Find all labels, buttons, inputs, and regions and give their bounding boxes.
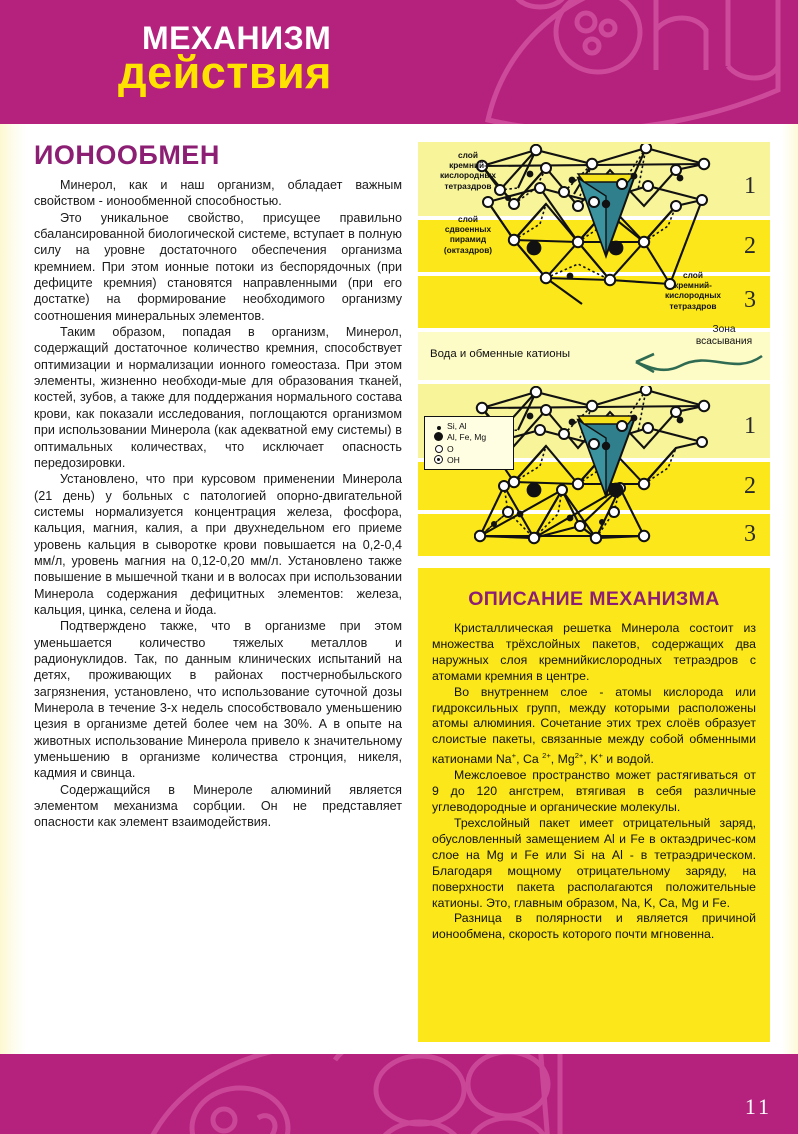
paragraph: Таким образом, попадая в организм, Минерол, содержащий достаточное количество кремния, способствует оптимизации и нормализации ионного гомеостаза. При этом элементы, жизненно необходи-мые для образования тканей, костей, зубов, а также для поддержания нормального состава крови, как показали исследования, поглощаются организмом при использовании Минерола (как адекватной ему системы) в оптимальных количествах, что исключает опасность передозировки. [34, 325, 402, 470]
label-octa-layer: слой сдвоенных пирамид (октаздров) [443, 214, 493, 255]
description-paragraph: Кристаллическая решетка Минерола состоит из множества трёхслойных пакетов, содержащих два наружных слоя кремнийкислородных тетраэдров с атомами кремния в центре. [432, 621, 756, 683]
absorption-arrow-icon [614, 348, 764, 382]
right-column [418, 142, 770, 556]
layer-number-2: 2 [744, 233, 756, 259]
crystal-lattice-diagram [418, 142, 770, 556]
paragraph: Установлено, что при курсовом применении Минерола (21 день) у больных с патологией опорно-двигательной системы нормализуется концентрация железа, фосфора, кальция, магния, калия, а при двухнедельном его приеме уровень кальция в сыворотке крови повышается на 0,2-0,4 мм/л, уровень магния на 0,12-0,20 мм/л. Установлено также повышение в мышечной ткани и в волосах при использовании Минерола содержания дефицитных элементов: железа, кальция, цинка, селена и йода. [34, 472, 402, 617]
description-paragraph: Трехслойный пакет имеет отрицательный заряд, обусловленный замещением Al и Fe в октаэдричес-ком слое на Mg и Fe или Si на Al - в тетраэдрическом. Благодаря мощному отрицательному заряду, на поверхности пакета располагаются положительные катионы. Это, главным образом, Na, K, Ca, Mg и Fe. [432, 815, 756, 910]
label-tetra-layer-bottom: слой кремний- кислородных тетраздров [664, 270, 722, 311]
legend-label: OH [447, 455, 460, 466]
diagram-legend [424, 416, 514, 470]
left-edge-gradient [0, 124, 26, 1054]
header-decorative-pattern [478, 0, 798, 124]
header-title-primary: МЕХАНИЗМ [142, 20, 332, 56]
description-heading: ОПИСАНИЕ МЕХАНИЗМА [468, 588, 720, 610]
label-tetra-layer-top: слой кремний- кислородных тетраздров [439, 150, 497, 191]
paragraph: Это уникальное свойство, присущее правильно сбалансированной биологической системе, вступает в полную силу на уровне достаточного обеспечения организма кремнием. При этом ионные потоки из беспорядочных (при дефиците кремния) становятся направленными (при его достатке) на формирование необходимого организму соотношения минеральных элементов. [34, 210, 402, 323]
ringed-circle-icon [430, 451, 447, 469]
layer-number-3: 3 [744, 287, 756, 313]
legend-row [430, 455, 506, 467]
layer-number-1: 1 [744, 173, 756, 199]
description-panel [418, 568, 770, 1042]
legend-label: O [447, 443, 454, 454]
description-paragraph: Во внутреннем слое - атомы кислорода или гидроксильных групп, между которыми расположены атомы алюминия. Сочетание этих трех слоёв образует слоистые пакеты, связанные между собой обменными катионами Na+, Ca $^{2+}$, $Mg^{2+}$, K+ и водой. [432, 684, 756, 767]
label-water-and-exchange-cations: Вода и обменные катионы [430, 348, 571, 360]
page-header [0, 0, 798, 124]
paragraph: Минерол, как и наш организм, обладает важным свойством - ионообменной способностью. [34, 178, 402, 209]
page-number: 11 [744, 1094, 772, 1119]
header-title-group [118, 20, 332, 98]
content-area [0, 124, 798, 1054]
footer-decorative-pattern [120, 1054, 680, 1134]
lower-layer-number-2: 2 [744, 473, 756, 499]
lower-lattice-graphic [474, 386, 724, 556]
left-text-column [34, 142, 402, 831]
lower-layer-number-1: 1 [744, 413, 756, 439]
section-heading-ionexchange: ИОНООБМЕН [34, 140, 220, 170]
header-title-secondary: действия [118, 47, 332, 98]
legend-label: Si, Al [447, 420, 467, 431]
description-paragraph: Межслоевое пространство может растягиваться от 9 до 120 ангстрем, втягивая в себя различные углеводородные и органические молекулы. [432, 768, 756, 815]
lower-layer-number-3: 3 [744, 521, 756, 547]
paragraph: Содержащийся в Минероле алюминий является элементом механизма сорбции. Он не представляет опасности как элемент взаимодействия. [34, 782, 402, 830]
label-absorption-zone: Зона всасывания [695, 324, 753, 348]
paragraph: Подтверждено также, что в организме при этом уменьшается количество тяжелых металлов и радионуклидов. Так, по данным клинических испытаний на детях, проживающих в районах постчернобыльского загрязнения, установлено, что использование суточной дозы Минерола в течение 3-х недель способствовало уменьшению цезия в организме детей более чем на 30%. А в опыте на животных использование Минерола привело к значительному уменьшению в организме количества стронция, никеля, кадмия и свинца. [34, 619, 402, 781]
legend-label: Al, Fe, Mg [447, 432, 487, 443]
right-edge-gradient [782, 124, 798, 1054]
page-footer [0, 1054, 798, 1134]
description-paragraph: Разница в полярности и является причиной ионообмена, скорость которого почти мгновенна. [432, 911, 756, 942]
